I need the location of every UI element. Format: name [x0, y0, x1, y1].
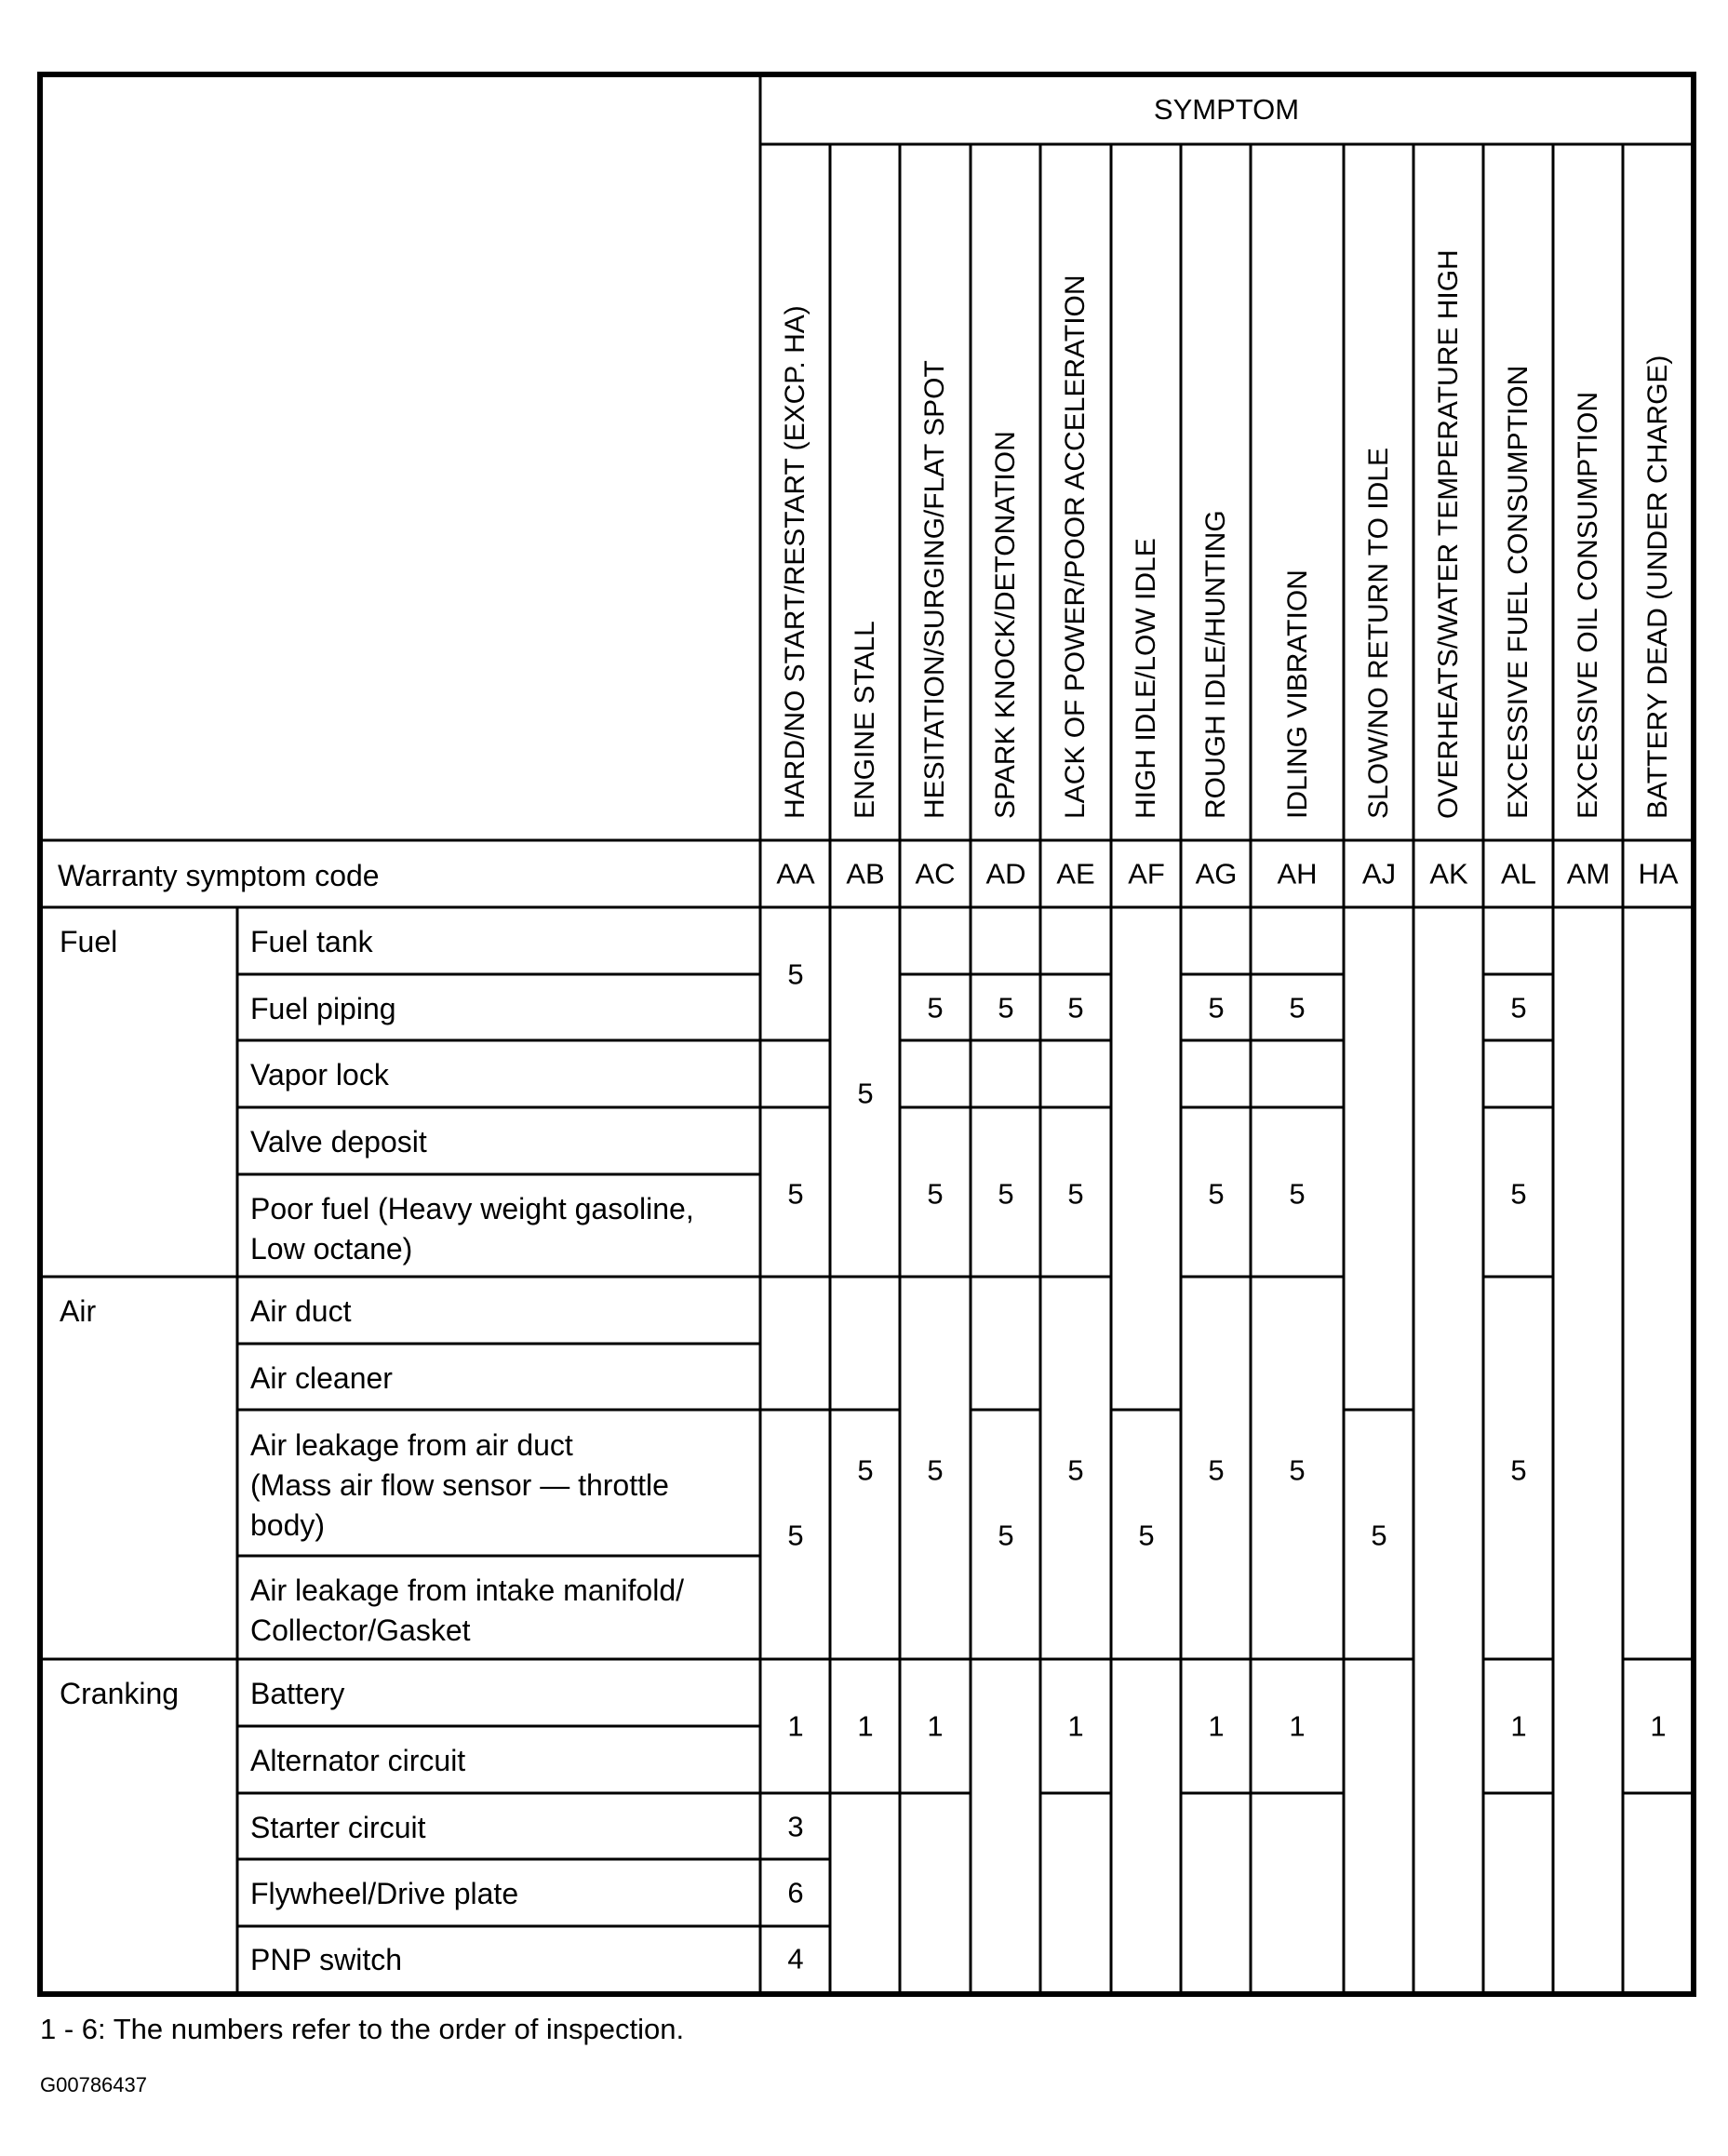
cell-value: 5	[1067, 1177, 1084, 1211]
code-row-label: Warranty symptom code	[58, 859, 380, 892]
cell-value: 1	[787, 1709, 804, 1743]
item-label: Starter circuit	[250, 1811, 426, 1844]
symptom-code: AH	[1277, 857, 1318, 891]
item-label: Poor fuel (Heavy weight gasoline,	[250, 1192, 694, 1225]
cell-value: 5	[1138, 1519, 1155, 1552]
cell-value: 5	[1510, 991, 1527, 1024]
symptom-code: HA	[1638, 857, 1679, 891]
item-label: (Mass air flow sensor — throttle	[250, 1468, 669, 1502]
cell-value: 1	[1208, 1709, 1225, 1743]
symptom-code: AB	[846, 857, 885, 891]
symptom-header: SYMPTOM	[1153, 93, 1300, 126]
item-label: Alternator circuit	[250, 1744, 466, 1777]
group-label-fuel: Fuel	[60, 925, 118, 958]
symptom-label: ENGINE STALL	[850, 621, 880, 819]
group-label-air: Air	[60, 1294, 97, 1328]
cell-value: 4	[787, 1942, 804, 1975]
symptom-label: EXCESSIVE OIL CONSUMPTION	[1573, 392, 1603, 819]
figure-id: G00786437	[40, 2073, 147, 2096]
symptom-label: ROUGH IDLE/HUNTING	[1200, 510, 1231, 819]
symptom-label: SLOW/NO RETURN TO IDLE	[1363, 448, 1394, 819]
cell-value: 5	[1289, 991, 1306, 1024]
symptom-label: OVERHEATS/WATER TEMPERATURE HIGH	[1433, 249, 1464, 819]
symptom-label: BATTERY DEAD (UNDER CHARGE)	[1642, 355, 1673, 819]
cell-value: 1	[857, 1709, 874, 1743]
symptom-code: AK	[1429, 857, 1468, 891]
item-label: Low octane)	[250, 1232, 413, 1265]
item-label: Flywheel/Drive plate	[250, 1877, 519, 1910]
item-label: PNP switch	[250, 1943, 403, 1976]
cell-value: 5	[1510, 1177, 1527, 1211]
cell-value: 5	[998, 991, 1014, 1024]
cell-value: 6	[787, 1876, 804, 1909]
cell-value: 5	[787, 957, 804, 991]
cell-value: 3	[787, 1810, 804, 1843]
symptom-code: AL	[1501, 857, 1536, 891]
symptom-code: AG	[1195, 857, 1238, 891]
symptom-label: HARD/NO START/RESTART (EXCP. HA)	[780, 305, 810, 819]
symptom-label: IDLING VIBRATION	[1282, 569, 1313, 819]
item-label: Valve deposit	[250, 1125, 427, 1158]
item-label: Air cleaner	[250, 1361, 393, 1395]
group-label-cranking: Cranking	[60, 1677, 180, 1710]
symptom-label: LACK OF POWER/POOR ACCELERATION	[1060, 275, 1091, 819]
symptom-label: HESITATION/SURGING/FLAT SPOT	[919, 360, 950, 819]
cell-value: 5	[998, 1519, 1014, 1552]
item-label: Vapor lock	[250, 1058, 389, 1091]
symptom-label: SPARK KNOCK/DETONATION	[990, 431, 1021, 819]
item-label: Air leakage from air duct	[250, 1428, 573, 1462]
symptom-label: HIGH IDLE/LOW IDLE	[1131, 538, 1161, 819]
cell-value: 1	[1289, 1709, 1306, 1743]
cell-value: 5	[1208, 1177, 1225, 1211]
cell-value: 1	[927, 1709, 944, 1743]
item-label: Fuel piping	[250, 992, 396, 1025]
item-label: Air duct	[250, 1294, 352, 1328]
item-label: body)	[250, 1508, 326, 1542]
cell-value: 5	[927, 1453, 944, 1487]
item-label: Fuel tank	[250, 925, 373, 958]
symptom-code: AE	[1056, 857, 1095, 891]
cell-value: 5	[927, 991, 944, 1024]
cell-value: 5	[787, 1177, 804, 1211]
symptom-label: EXCESSIVE FUEL CONSUMPTION	[1503, 365, 1534, 819]
cell-value: 1	[1067, 1709, 1084, 1743]
symptom-code: AJ	[1361, 857, 1397, 891]
cell-value: 1	[1510, 1709, 1527, 1743]
footnote: 1 - 6: The numbers refer to the order of inspection.	[40, 2013, 685, 2045]
cell-value: 5	[1067, 991, 1084, 1024]
cell-value: 5	[1371, 1519, 1387, 1552]
symptom-code: AF	[1128, 857, 1165, 891]
item-label: Air leakage from intake manifold/	[250, 1573, 684, 1607]
symptom-code: AM	[1566, 857, 1611, 891]
cell-value: 5	[1208, 991, 1225, 1024]
cell-value: 5	[998, 1177, 1014, 1211]
symptom-code: AC	[915, 857, 956, 891]
cell-value: 5	[787, 1519, 804, 1552]
cell-value: 1	[1650, 1709, 1667, 1743]
cell-value: 5	[1208, 1453, 1225, 1487]
cell-value: 5	[1067, 1453, 1084, 1487]
cell-value: 5	[1289, 1453, 1306, 1487]
cell-value: 5	[857, 1077, 874, 1110]
cell-value: 5	[857, 1453, 874, 1487]
symptom-code: AA	[776, 857, 815, 891]
cell-value: 5	[1510, 1453, 1527, 1487]
symptom-code: AD	[985, 857, 1026, 891]
cell-value: 5	[927, 1177, 944, 1211]
cell-value: 5	[1289, 1177, 1306, 1211]
item-label: Collector/Gasket	[250, 1614, 471, 1647]
item-label: Battery	[250, 1677, 345, 1710]
